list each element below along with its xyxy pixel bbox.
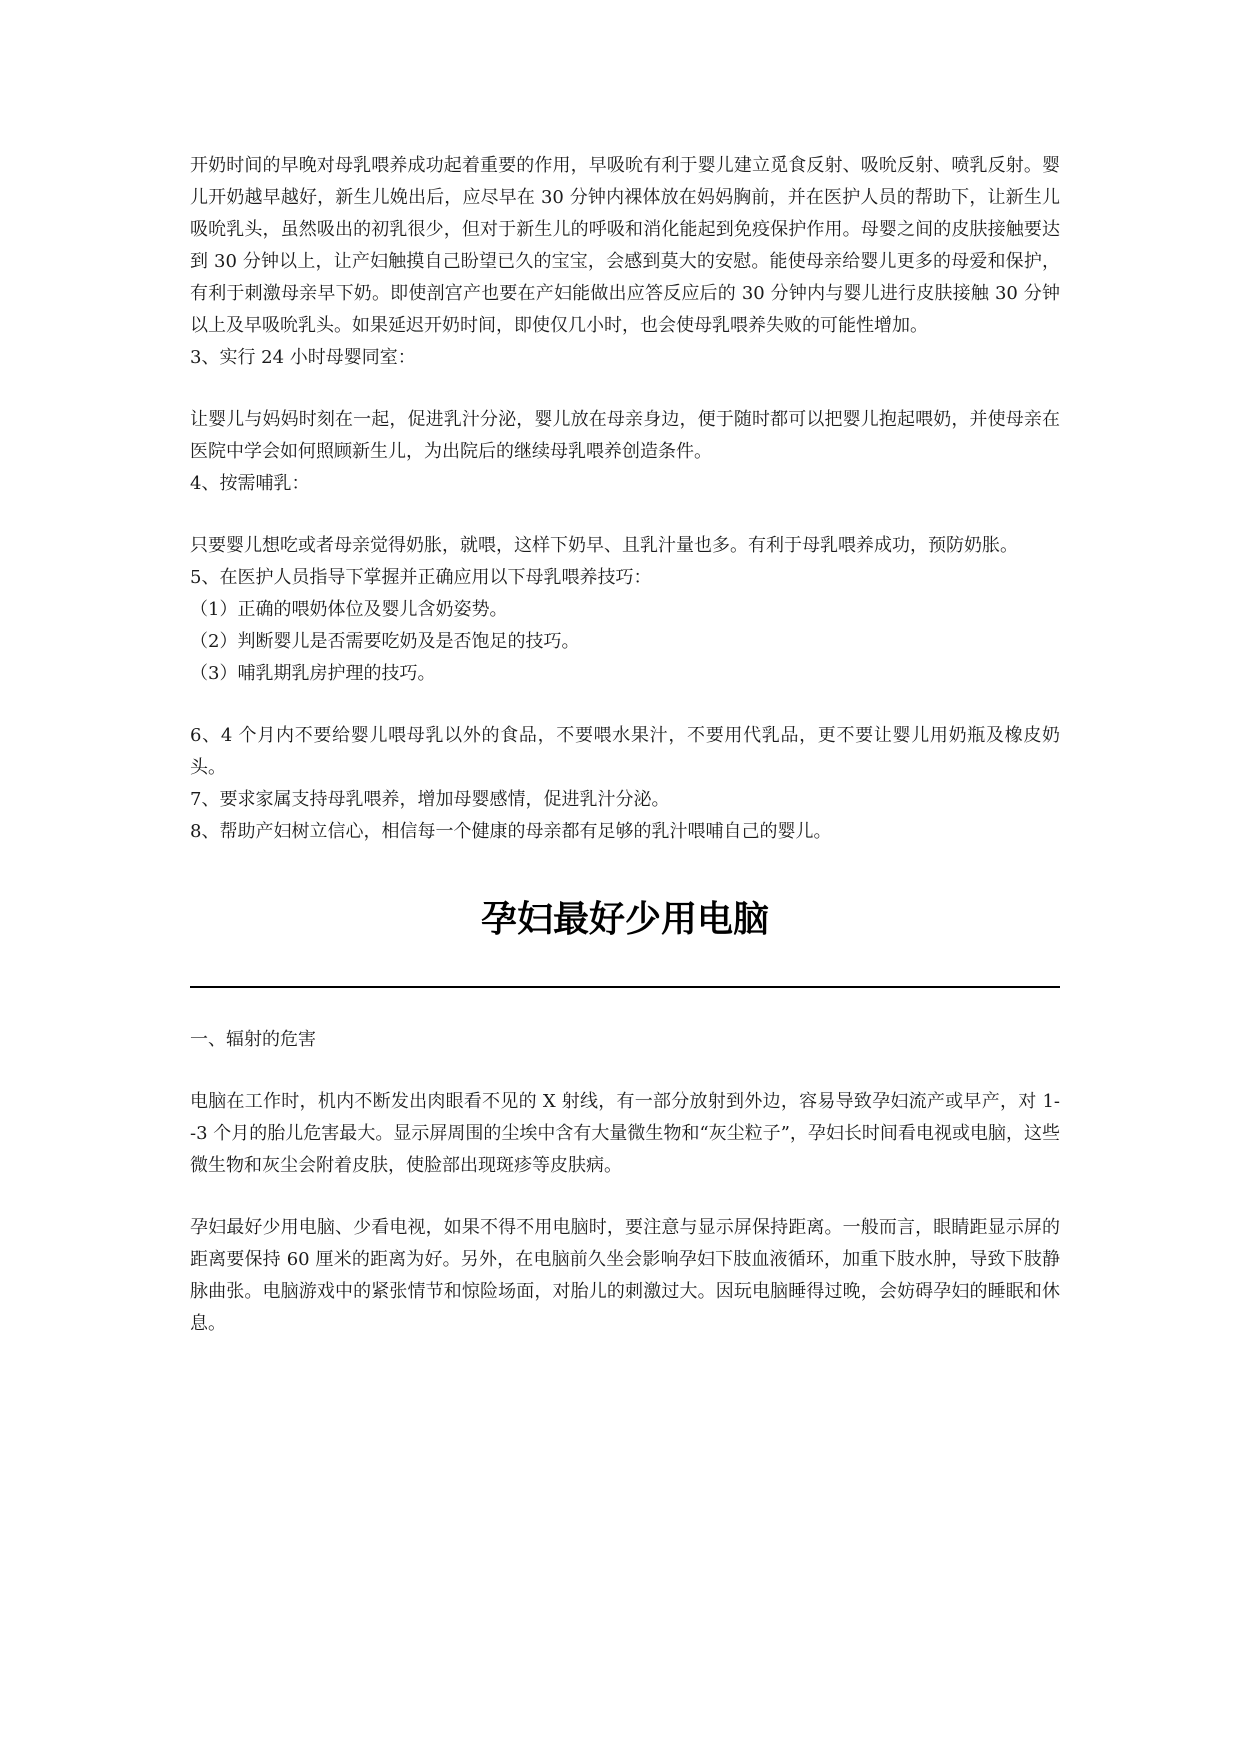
item-heading-5: 5、在医护人员指导下掌握并正确应用以下母乳喂养技巧： <box>190 567 652 588</box>
item-heading-4: 4、按需哺乳： <box>190 473 310 494</box>
paragraph-rooming-in: 让婴儿与妈妈时刻在一起，促进乳汁分泌，婴儿放在母亲身边，便于随时都可以把婴儿抱起喂奶，并使母亲在医院中学会如何照顾新生儿，为出院后的继续母乳喂养创造条件。 <box>190 409 1060 462</box>
item-heading-3: 3、实行 24 小时母婴同室： <box>190 347 416 368</box>
sub-item-1: （1）正确的喂奶体位及婴儿含奶姿势。 <box>190 599 508 620</box>
item-6: 6、4 个月内不要给婴儿喂母乳以外的食品，不要喂水果汁，不要用代乳品，更不要让婴儿用奶瓶及橡皮奶头。 <box>190 725 1060 778</box>
item-8: 8、帮助产妇树立信心，相信每一个健康的母亲都有足够的乳汁喂哺自己的婴儿。 <box>190 821 832 842</box>
item-7: 7、要求家属支持母乳喂养，增加母婴感情，促进乳汁分泌。 <box>190 789 670 810</box>
section-heading-radiation: 一、辐射的危害 <box>190 1029 316 1050</box>
article-title: 孕妇最好少用电脑 <box>480 899 769 940</box>
title-divider <box>190 986 1060 988</box>
paragraph-on-demand: 只要婴儿想吃或者母亲觉得奶胀，就喂，这样下奶早、且乳汁量也多。有利于母乳喂养成功，预防奶胀。 <box>190 535 1018 556</box>
document-page <box>190 150 1060 1340</box>
paragraph-early-breastfeeding: 开奶时间的早晚对母乳喂养成功起着重要的作用，早吸吮有利于婴儿建立觅食反射、吸吮反射、喷乳反射。婴儿开奶越早越好，新生儿娩出后，应尽早在 30 分钟内裸体放在妈妈胸前，并在医护人员的帮助下，让新生儿吸吮乳头，虽然吸出的初乳很少，但对于新生儿的呼吸和消化能起到免疫保护作用。母婴之间的皮肤接触要达到 30 分钟以上，让产妇触摸自己盼望已久的宝宝，会感到莫大的安慰。能使母亲给婴儿更多的母爱和保护，有利于刺激母亲早下奶。即使剖宫产也要在产妇能做出应答反应后的 30 分钟内与婴儿进行皮肤接触 30 分钟以上及早吸吮乳头。如果延迟开奶时间，即使仅几小时，也会使母乳喂养失败的可能性增加。 <box>190 155 1060 336</box>
paragraph-advice: 孕妇最好少用电脑、少看电视，如果不得不用电脑时，要注意与显示屏保持距离。一般而言，眼睛距显示屏的距离要保持 60 厘米的距离为好。另外，在电脑前久坐会影响孕妇下肢血液循环，加重下肢水肿，导致下肢静脉曲张。电脑游戏中的紧张情节和惊险场面，对胎儿的刺激过大。因玩电脑睡得过晚，会妨碍孕妇的睡眠和休息。 <box>190 1217 1060 1334</box>
sub-item-2: （2）判断婴儿是否需要吃奶及是否饱足的技巧。 <box>190 631 580 652</box>
sub-item-3: （3）哺乳期乳房护理的技巧。 <box>190 663 436 684</box>
paragraph-radiation: 电脑在工作时，机内不断发出肉眼看不见的 X 射线，有一部分放射到外边，容易导致孕妇流产或早产，对 1--3 个月的胎儿危害最大。显示屏周围的尘埃中含有大量微生物和“灰尘粒子”，孕妇长时间看电视或电脑，这些微生物和灰尘会附着皮肤，使脸部出现斑疹等皮肤病。 <box>190 1091 1060 1176</box>
